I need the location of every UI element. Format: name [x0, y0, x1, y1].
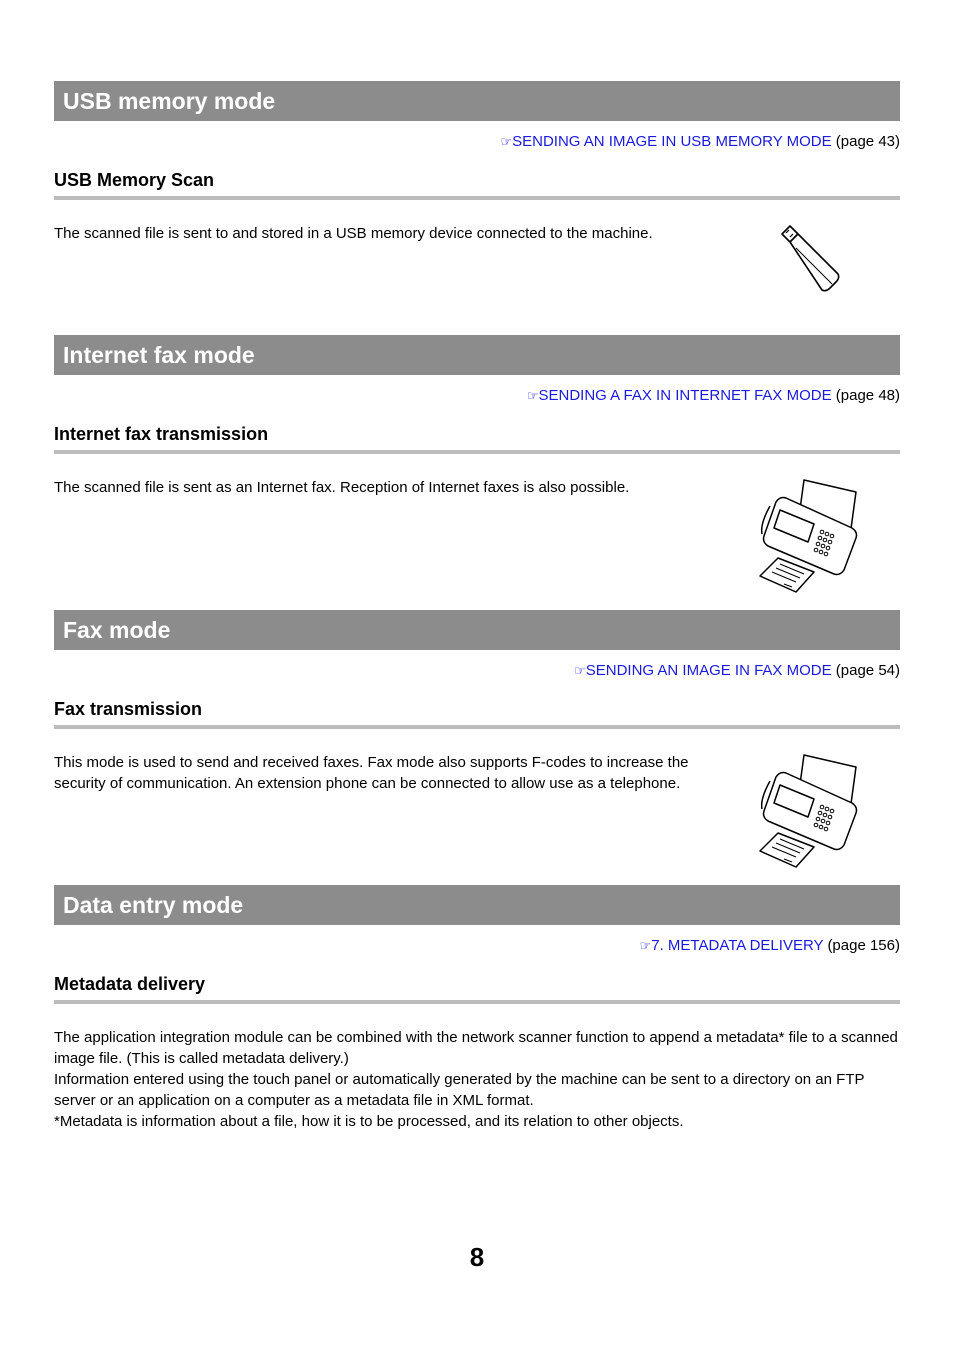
- reference-page: (page 156): [827, 937, 900, 954]
- subheading: Metadata delivery: [54, 973, 900, 1004]
- fax-machine-icon: [756, 751, 862, 869]
- section-title: Internet fax mode: [54, 335, 900, 375]
- pointing-hand-icon: ☞: [574, 663, 586, 678]
- body-paragraph: The application integration module can be combined with the network scanner function to append a metadata* file to a scanned image file. (This is called metadata delivery.): [54, 1029, 898, 1067]
- fax-machine-icon: [756, 476, 862, 594]
- reference-page: (page 54): [835, 662, 900, 679]
- section-title: Data entry mode: [54, 885, 900, 925]
- usb-memory-stick-icon: [772, 224, 844, 296]
- subheading: Internet fax transmission: [54, 423, 900, 454]
- cross-reference: [54, 662, 900, 680]
- page-number: 8: [469, 1242, 485, 1272]
- subheading: USB Memory Scan: [54, 169, 900, 200]
- section-title: Fax mode: [54, 610, 900, 650]
- body-paragraph: Information entered using the touch panel or automatically generated by the machine can be sent to a directory on an FTP server or an application on a computer as a metadata file in XML format.: [54, 1071, 865, 1109]
- pointing-hand-icon: ☞: [500, 134, 513, 149]
- pointing-hand-icon: ☞: [639, 938, 652, 953]
- section-title: USB memory mode: [54, 81, 900, 121]
- body-paragraphs: [54, 1027, 900, 1132]
- subheading: Fax transmission: [54, 698, 900, 729]
- body-paragraph: The scanned file is sent to and stored in a USB memory device connected to the machine.: [54, 225, 653, 242]
- body-paragraph: This mode is used to send and received faxes. Fax mode also supports F-codes to increase the security of communication. An extension phone can be connected to allow use as a telephone.: [54, 754, 689, 792]
- reference-page: (page 48): [835, 387, 900, 404]
- body-paragraph: The scanned file is sent as an Internet fax. Reception of Internet faxes is also possible.: [54, 479, 630, 496]
- reference-link[interactable]: 7. METADATA DELIVERY: [651, 937, 824, 954]
- cross-reference: [54, 937, 900, 955]
- pointing-hand-icon: ☞: [526, 388, 539, 403]
- section-data-entry-mode: [54, 885, 900, 1132]
- reference-link[interactable]: SENDING AN IMAGE IN USB MEMORY MODE: [512, 133, 832, 150]
- section-usb-memory-mode: [54, 81, 900, 244]
- reference-link[interactable]: SENDING A FAX IN INTERNET FAX MODE: [538, 387, 832, 404]
- cross-reference: [54, 133, 900, 151]
- reference-page: (page 43): [835, 133, 900, 150]
- cross-reference: [54, 387, 900, 405]
- reference-link[interactable]: SENDING AN IMAGE IN FAX MODE: [585, 662, 832, 679]
- body-paragraph: *Metadata is information about a file, how it is to be processed, and its relation to other objects.: [54, 1113, 684, 1130]
- section-internet-fax-mode: [54, 335, 900, 498]
